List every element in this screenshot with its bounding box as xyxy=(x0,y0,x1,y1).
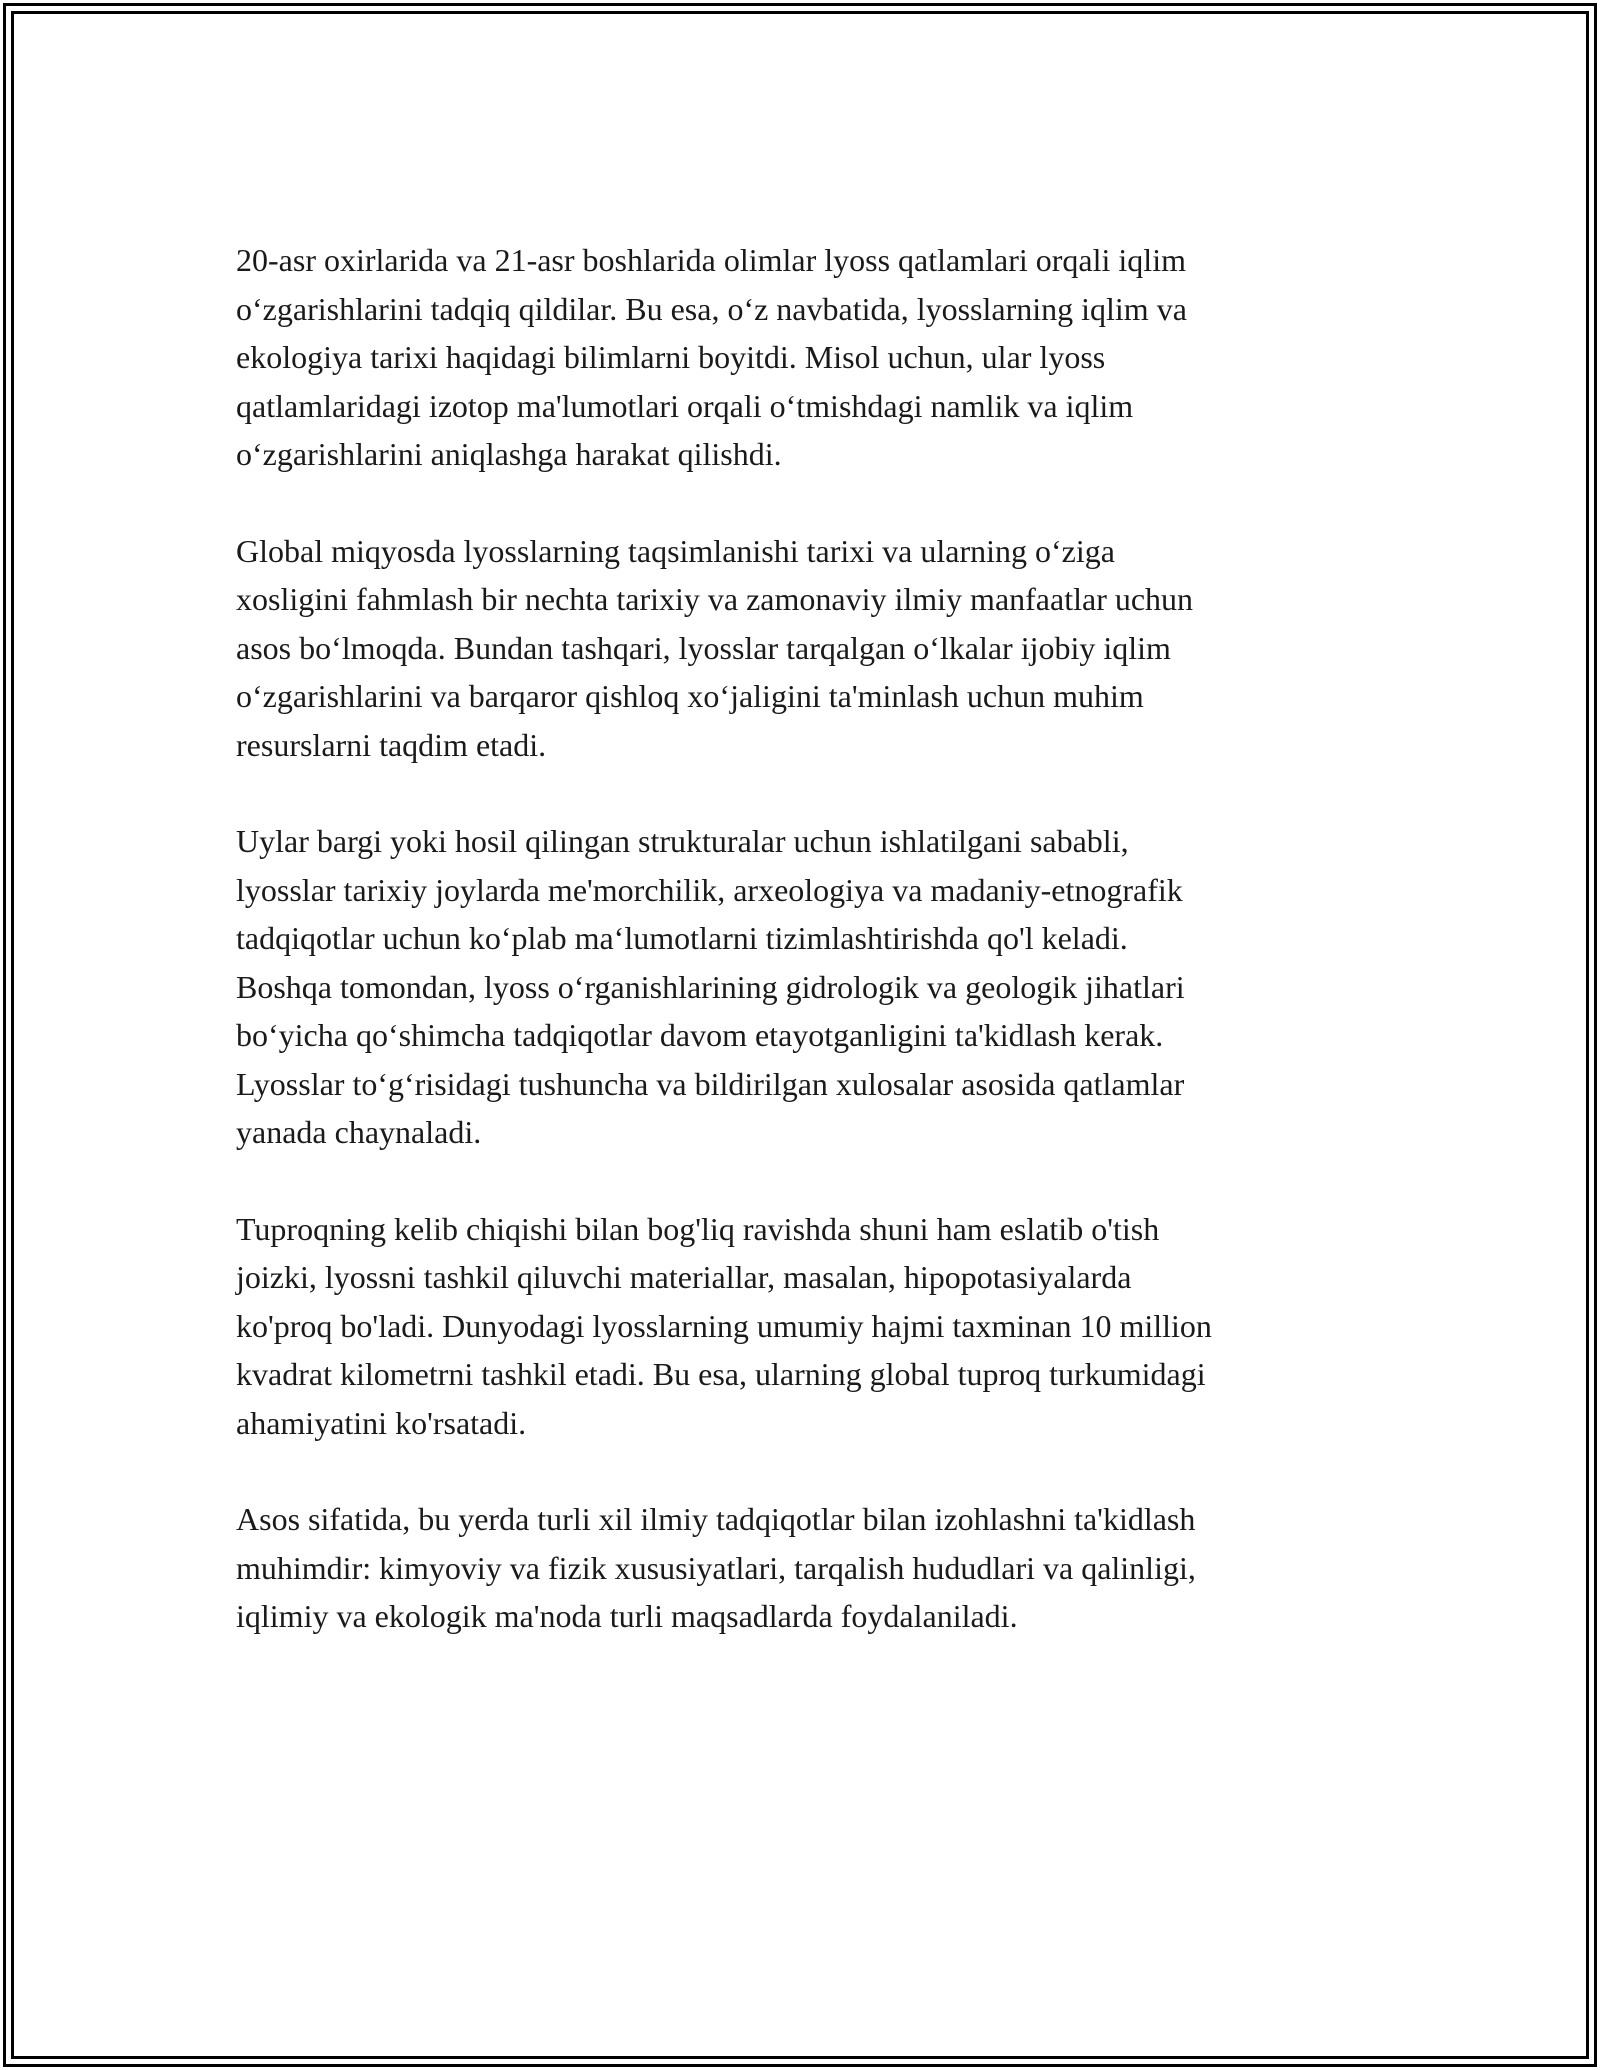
paragraph-2: Global miqyosda lyosslarning taqsimlanishi tarixi va ularning o‘ziga xosligini fahmlash bir nechta tarixiy va zamonaviy ilmiy manfaatlar uchun asos bo‘lmoqda. Bundan tashqari, lyosslar tarqalgan o‘lkalar ijobiy iqlim o‘zgarishlarini va barqaror qishloq xo‘jaligini ta'minlash uchun muhim resurslarni taqdim etadi. xyxy=(236,532,1194,763)
paragraph-3: Uylar bargi yoki hosil qilingan strukturalar uchun ishlatilgani sababli, lyosslar tarixiy joylarda me'morchilik, arxeologiya va madaniy-etnografik tadqiqotlar uchun ko‘plab ma‘lumotlarni tizimlashtirishda qo'l keladi. Boshqa tomondan, lyoss o‘rganishlarining gidrologik va geologik jihatlari bo‘yicha qo‘shimcha tadqiqotlar davom etayotganligini ta'kidlash kerak. Lyosslar to‘g‘risidagi tushuncha va bildirilgan xulosalar asosida qatlamlar yanada chaynaladi. xyxy=(236,823,1185,1150)
paragraph-1: 20-asr oxirlarida va 21-asr boshlarida olimlar lyoss qatlamlari orqali iqlim o‘zgarishlarini tadqiq qildilar. Bu esa, o‘z navbatida, lyosslarning iqlim va ekologiya tarixi haqidagi bilimlarni boyitdi. Misol uchun, ular lyoss qatlamlaridagi izotop ma'lumotlari orqali o‘tmishdagi namlik va iqlim o‘zgarishlarini aniqlashga harakat qilishdi. xyxy=(236,242,1187,472)
document-body xyxy=(236,236,1366,1689)
paragraph-4: Tuproqning kelib chiqishi bilan bog'liq ravishda shuni ham eslatib o'tish joizki, lyossni tashkil qiluvchi materiallar, masalan, hipopotasiyalarda ko'proq bo'ladi. Dunyodagi lyosslarning umumiy hajmi taxminan 10 million kvadrat kilometrni tashkil etadi. Bu esa, ularning global tuproq turkumidagi ahamiyatini ko'rsatadi. xyxy=(236,1210,1212,1441)
paragraph-5: Asos sifatida, bu yerda turli xil ilmiy tadqiqotlar bilan izohlashni ta'kidlash muhimdir: kimyoviy va fizik xususiyatlari, tarqalish hududlari va qalinligi, iqlimiy va ekologik ma'noda turli maqsadlarda foydalaniladi. xyxy=(236,1501,1196,1634)
